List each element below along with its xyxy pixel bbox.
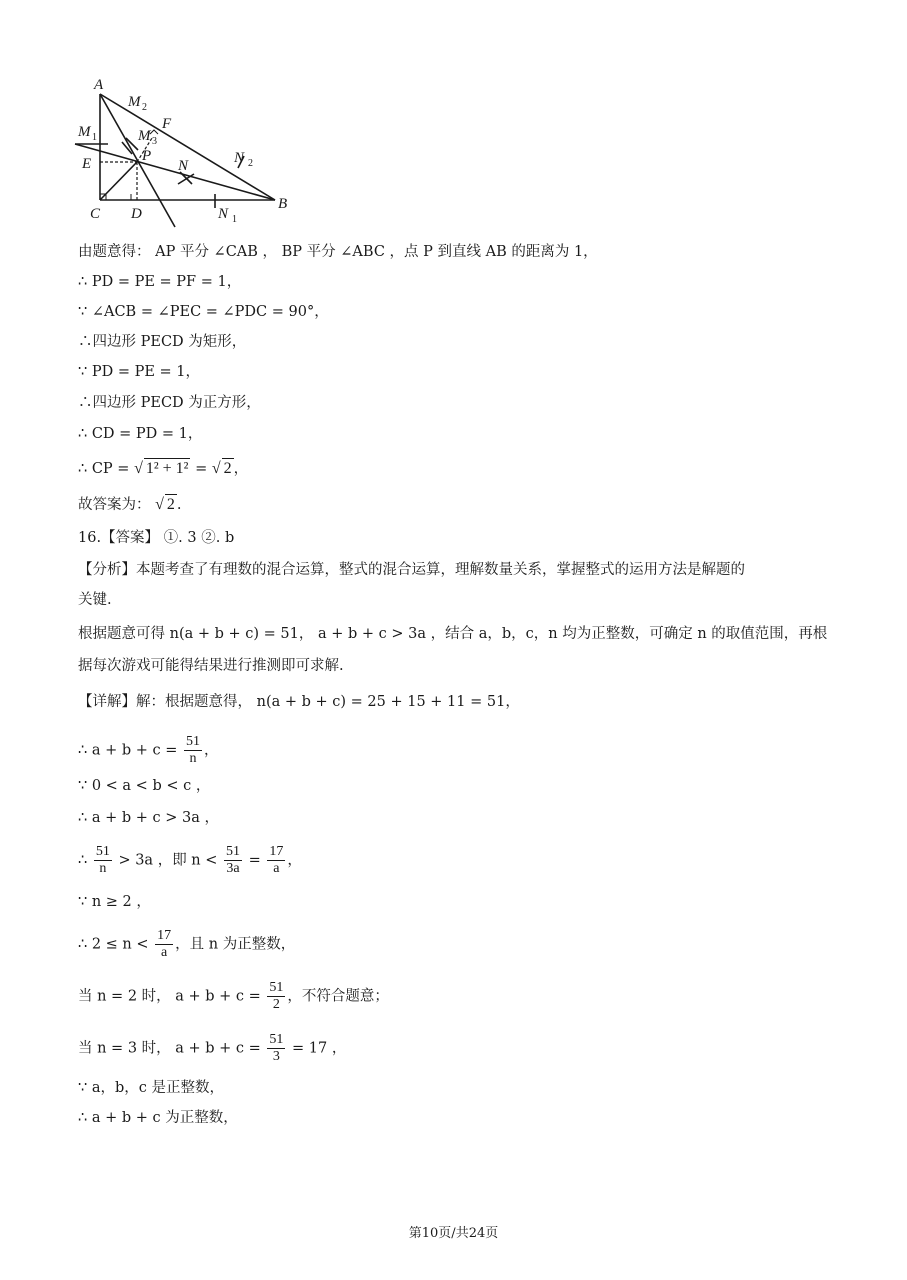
fraction bbox=[94, 844, 112, 877]
geometry-figure bbox=[70, 72, 300, 232]
eq-part: = bbox=[195, 461, 208, 477]
eq-part: ∴ CP = bbox=[78, 461, 130, 477]
equation-line bbox=[78, 928, 295, 961]
answer-label: 故答案为： bbox=[78, 497, 151, 513]
eq-part: = bbox=[248, 852, 261, 869]
sqrt-content: 2 bbox=[166, 496, 175, 513]
label-m1: M bbox=[78, 124, 91, 140]
label-n: N bbox=[178, 158, 189, 174]
label-m2-sub: 2 bbox=[142, 102, 147, 113]
sqrt-content: 1² + 1² bbox=[145, 460, 189, 477]
analysis-line: 根据题意可得 n(a + b + c) = 51， a + b + c > 3a ，结合 a，b，c，n 均为正整数，可确定 n 的取值范围，再根 bbox=[78, 626, 828, 642]
eq-part: 当 n = 2 时， a + b + c = bbox=[78, 988, 261, 1005]
label-m1-sub: 1 bbox=[92, 132, 97, 143]
label-m3-sub: 3 bbox=[152, 136, 157, 147]
denominator: 2 bbox=[272, 997, 280, 1012]
fraction bbox=[267, 980, 285, 1013]
text-line: 由题意得： AP 平分 ∠CAB ， BP 平分 ∠ABC ，点 P 到直线 AB 的距离为 1， bbox=[78, 244, 598, 260]
text-line: ∵ n ≥ 2 ， bbox=[78, 894, 151, 910]
numerator: 51 bbox=[269, 980, 284, 995]
eq-part: . bbox=[176, 497, 182, 513]
sqrt-symbol: √ bbox=[134, 460, 143, 477]
denominator: a bbox=[273, 861, 280, 876]
label-e: E bbox=[82, 156, 92, 172]
analysis-line: 关键. bbox=[78, 592, 112, 608]
eq-part: ∴ bbox=[78, 852, 88, 869]
page-number: 第10页/共24页 bbox=[408, 1226, 499, 1241]
eq-part: ， bbox=[233, 461, 249, 477]
text-line: ∴ PD = PE = PF = 1， bbox=[78, 274, 242, 290]
label-a: A bbox=[94, 77, 104, 93]
label-m2: M bbox=[128, 94, 141, 110]
eq-part: ，不符合题意； bbox=[287, 988, 389, 1005]
numerator: 51 bbox=[186, 734, 200, 749]
label-c: C bbox=[90, 206, 101, 222]
label-n1: N bbox=[218, 206, 229, 222]
denominator: n bbox=[189, 751, 197, 766]
bisector-b bbox=[75, 144, 275, 200]
text-line: ∴ a + b + c > 3a ， bbox=[78, 810, 219, 826]
answer-line bbox=[78, 494, 182, 515]
eq-part: ∴ a + b + c = bbox=[78, 742, 178, 759]
text-line: ∴ a + b + c 为正整数， bbox=[78, 1110, 238, 1126]
answer-heading: 16.【答案】 ①. 3 ②. b bbox=[78, 530, 235, 546]
text-line: ∵ 0 < a < b < c ， bbox=[78, 778, 211, 794]
text-line: ∵ a，b，c 是正整数， bbox=[78, 1080, 224, 1096]
analysis-line: 据每次游戏可能得结果进行推测即可求解. bbox=[78, 658, 344, 674]
equation-line bbox=[78, 1032, 346, 1065]
sqrt-symbol: √ bbox=[155, 496, 164, 513]
numerator: 51 bbox=[95, 844, 110, 859]
numerator: 51 bbox=[269, 1032, 284, 1047]
label-p: P bbox=[142, 148, 152, 164]
denominator: 3 bbox=[272, 1049, 280, 1064]
equation-cp bbox=[78, 458, 248, 479]
fraction bbox=[224, 844, 242, 877]
label-f: F bbox=[162, 116, 172, 132]
text-line: ∴四边形 PECD 为矩形， bbox=[78, 334, 247, 350]
detail-line: 【详解】解：根据题意得， n(a + b + c) = 25 + 15 + 11 = 51， bbox=[78, 694, 520, 710]
eq-part: ， bbox=[204, 742, 219, 759]
sqrt-symbol: √ bbox=[211, 460, 221, 477]
label-m3: M bbox=[138, 128, 151, 144]
eq-part: ∴ 2 ≤ n < bbox=[78, 936, 149, 953]
eq-part: = 17 ， bbox=[292, 1040, 347, 1057]
sqrt-content: 2 bbox=[223, 460, 232, 477]
fraction bbox=[155, 928, 173, 961]
text-line: ∵ ∠ACB = ∠PEC = ∠PDC = 90°， bbox=[78, 304, 329, 320]
numerator: 17 bbox=[157, 928, 172, 943]
numerator: 51 bbox=[226, 844, 241, 859]
label-n2-sub: 2 bbox=[248, 158, 253, 169]
equation-line bbox=[78, 980, 389, 1013]
analysis-line: 【分析】本题考查了有理数的混合运算，整式的混合运算，理解数量关系，掌握整式的运用方法是解题的 bbox=[78, 562, 745, 578]
denominator: 3a bbox=[226, 861, 240, 876]
text-line: ∴ CD = PD = 1， bbox=[78, 426, 203, 442]
equation-line bbox=[78, 734, 219, 767]
right-angle-f bbox=[150, 130, 158, 134]
eq-part: ， bbox=[287, 852, 302, 869]
fraction bbox=[184, 734, 202, 767]
fraction bbox=[267, 1032, 285, 1065]
label-d: D bbox=[131, 206, 142, 222]
text-line: ∴四边形 PECD 为正方形， bbox=[78, 395, 261, 411]
label-b: B bbox=[278, 196, 288, 212]
equation-line bbox=[78, 844, 302, 877]
label-n2: N bbox=[234, 150, 245, 166]
text-line: ∵ PD = PE = 1， bbox=[78, 364, 201, 380]
numerator: 17 bbox=[269, 844, 284, 859]
eq-part: > 3a ，即 n < bbox=[118, 852, 218, 869]
denominator: a bbox=[161, 945, 168, 960]
label-n1-sub: 1 bbox=[232, 214, 237, 225]
eq-part: ，且 n 为正整数， bbox=[175, 936, 296, 953]
eq-part: 当 n = 3 时， a + b + c = bbox=[78, 1040, 261, 1057]
denominator: n bbox=[99, 861, 107, 876]
fraction bbox=[267, 844, 285, 877]
